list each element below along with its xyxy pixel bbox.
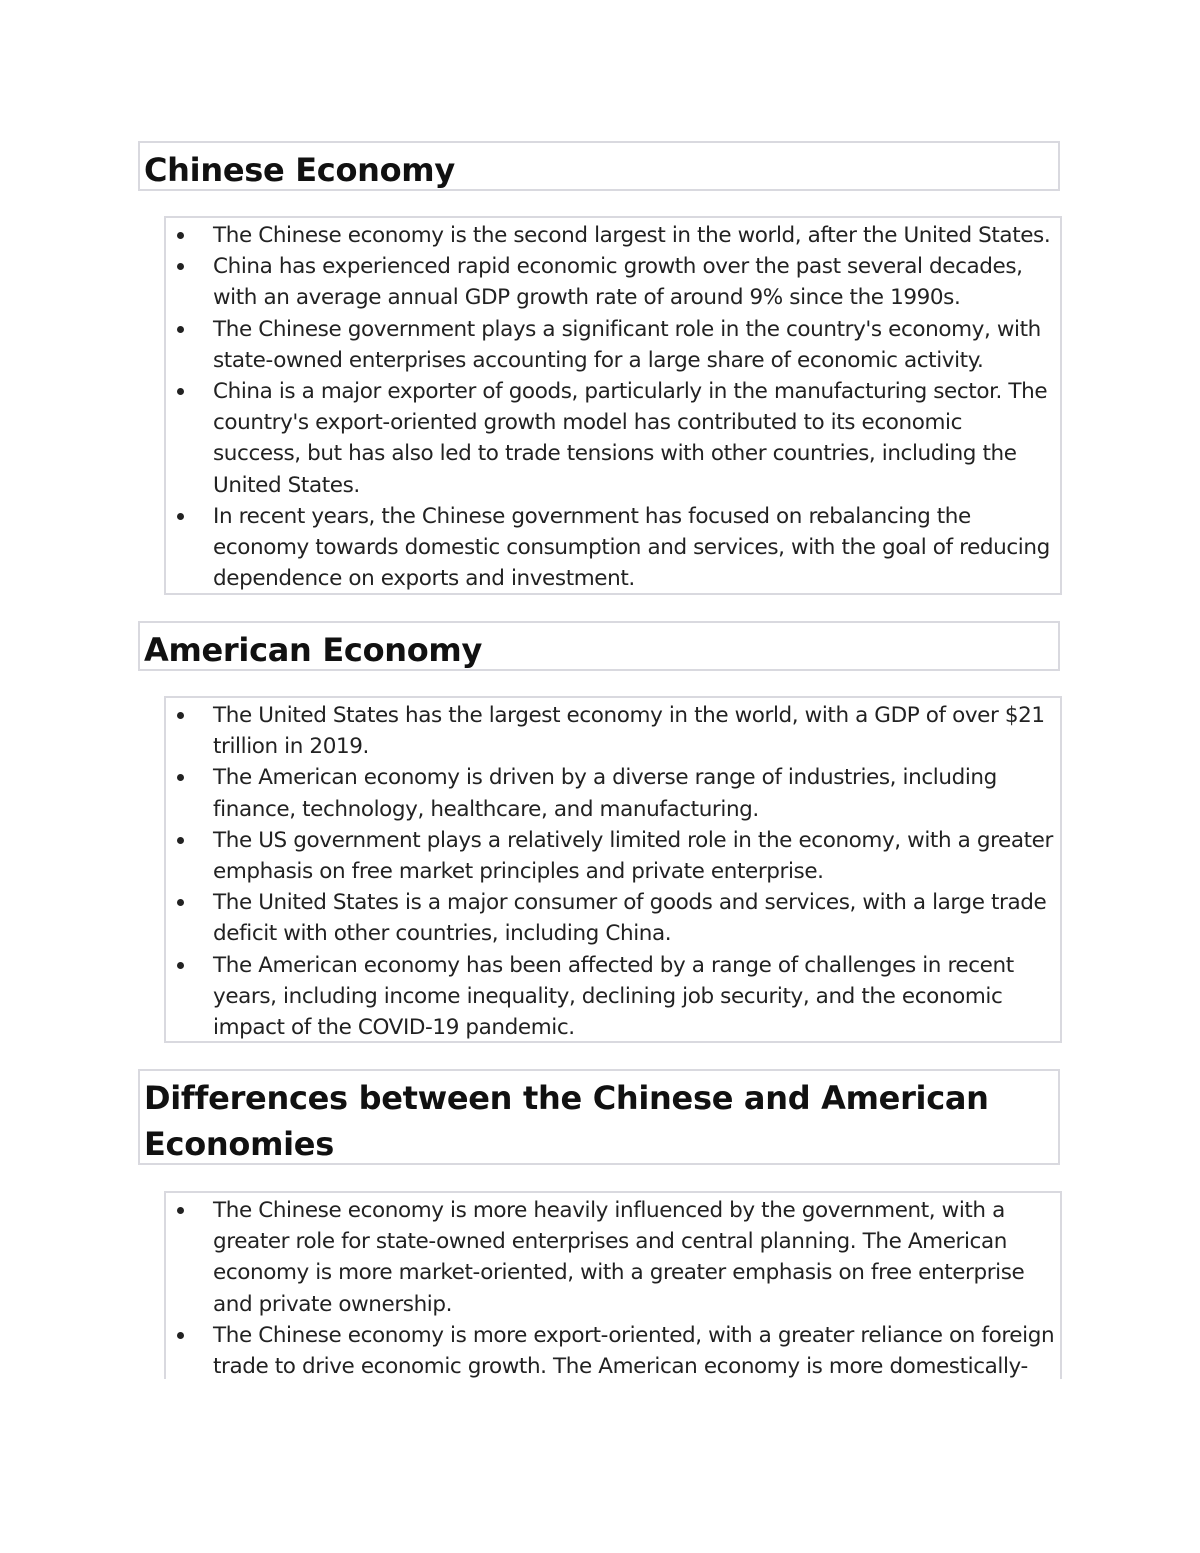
list-item: The American economy is driven by a diverse range of industries, including finance, technology, healthcare, and manufacturing. <box>166 762 1056 824</box>
bullet-icon <box>177 1207 184 1214</box>
list-item: In recent years, the Chinese government has focused on rebalancing the economy towards domestic consumption and services, with the goal of reducing dependence on exports and investment. <box>166 501 1056 595</box>
bullet-icon <box>177 837 184 844</box>
list-item: The Chinese government plays a significant role in the country's economy, with state-owned enterprises accounting for a large share of economic activity. <box>166 314 1056 376</box>
list-item: China is a major exporter of goods, particularly in the manufacturing sector. The country's export-oriented growth model has contributed to its economic success, but has also led to trade tensions with other countries, including the United States. <box>166 376 1056 501</box>
section-list-box-american-economy <box>164 696 1062 1043</box>
list-item: The United States is a major consumer of goods and services, with a large trade deficit with other countries, including China. <box>166 887 1056 949</box>
bullet-icon <box>177 774 184 781</box>
bullet-icon <box>177 1332 184 1339</box>
bullet-icon <box>177 712 184 719</box>
list-item: China has experienced rapid economic growth over the past several decades, with an average annual GDP growth rate of around 9% since the 1990s. <box>166 251 1056 313</box>
bullet-list <box>166 1193 1060 1379</box>
list-item: The United States has the largest economy in the world, with a GDP of over $21 trillion in 2019. <box>166 700 1056 762</box>
bullet-icon <box>177 232 184 239</box>
list-item: The Chinese economy is more export-oriented, with a greater reliance on foreign trade to drive economic growth. The American economy is more domestically- <box>166 1320 1056 1379</box>
bullet-icon <box>177 899 184 906</box>
bullet-icon <box>177 962 184 969</box>
section-heading: Differences between the Chinese and American Economies <box>144 1079 989 1163</box>
list-item: The US government plays a relatively limited role in the economy, with a greater emphasis on free market principles and private enterprise. <box>166 825 1056 887</box>
list-item: The Chinese economy is the second largest in the world, after the United States. <box>166 220 1056 251</box>
section-heading-box-differences <box>138 1069 1060 1165</box>
bullet-icon <box>177 513 184 520</box>
bullet-icon <box>177 326 184 333</box>
bullet-list <box>166 218 1060 594</box>
bullet-list <box>166 698 1060 1043</box>
list-item: The Chinese economy is more heavily influenced by the government, with a greater role for state-owned enterprises and central planning. The American economy is more market-oriented, with a greater emphasis on free enterprise and private ownership. <box>166 1195 1056 1320</box>
section-list-box-differences <box>164 1191 1062 1379</box>
section-heading-box-american-economy <box>138 621 1060 671</box>
section-heading: American Economy <box>144 631 483 669</box>
section-heading: Chinese Economy <box>144 151 455 189</box>
section-list-box-chinese-economy <box>164 216 1062 595</box>
list-item: The American economy has been affected by a range of challenges in recent years, including income inequality, declining job security, and the economic impact of the COVID-19 pandemic. <box>166 950 1056 1043</box>
bullet-icon <box>177 263 184 270</box>
section-heading-box-chinese-economy <box>138 141 1060 191</box>
bullet-icon <box>177 388 184 395</box>
